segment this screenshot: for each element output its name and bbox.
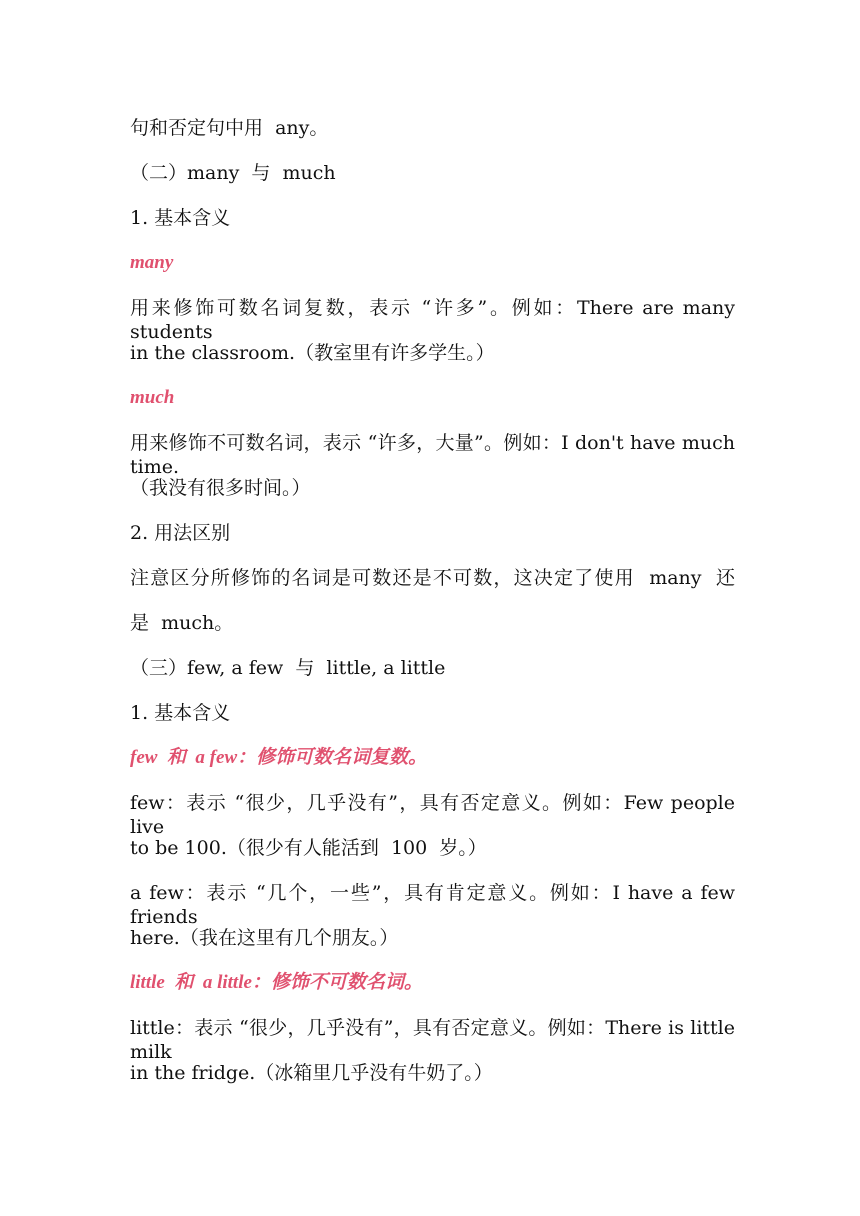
- text-line: in the classroom.（教室里有许多学生。）: [130, 342, 495, 364]
- term-heading: much: [130, 387, 175, 408]
- text-line: in the fridge.（冰箱里几乎没有牛奶了。）: [130, 1062, 493, 1084]
- text-line: 是 much。: [130, 612, 234, 634]
- section-heading: （二）many 与 much: [130, 162, 336, 184]
- text-line: to be 100.（很少有人能活到 100 岁。）: [130, 837, 487, 859]
- text-line: 注意区分所修饰的名词是可数还是不可数，这决定了使用 many 还: [130, 567, 735, 589]
- section-heading: （三）few, a few 与 little, a little: [130, 657, 446, 679]
- subheading: 1. 基本含义: [130, 207, 231, 229]
- term-heading: many: [130, 252, 174, 273]
- subheading: 1. 基本含义: [130, 702, 231, 724]
- term-heading: little 和 a little：修饰不可数名词。: [130, 972, 423, 993]
- text-line: few：表示 “很少，几乎没有”，具有否定意义。例如：Few people live: [130, 792, 735, 838]
- text-line: here.（我在这里有几个朋友。）: [130, 927, 399, 949]
- text-line: （我没有很多时间。）: [130, 477, 311, 499]
- text-line: 句和否定句中用 any。: [130, 117, 329, 139]
- text-line: 用来修饰不可数名词，表示 “许多，大量”。例如：I don't have much time.: [130, 432, 735, 478]
- term-heading: few 和 a few：修饰可数名词复数。: [130, 747, 428, 768]
- text-line: 用来修饰可数名词复数，表示 “许多”。例如：There are many students: [130, 297, 735, 343]
- text-line: a few：表示 “几个，一些”，具有肯定意义。例如：I have a few friends: [130, 882, 735, 928]
- subheading: 2. 用法区别: [130, 522, 231, 544]
- text-line: little：表示 “很少，几乎没有”，具有否定意义。例如：There is little milk: [130, 1017, 735, 1063]
